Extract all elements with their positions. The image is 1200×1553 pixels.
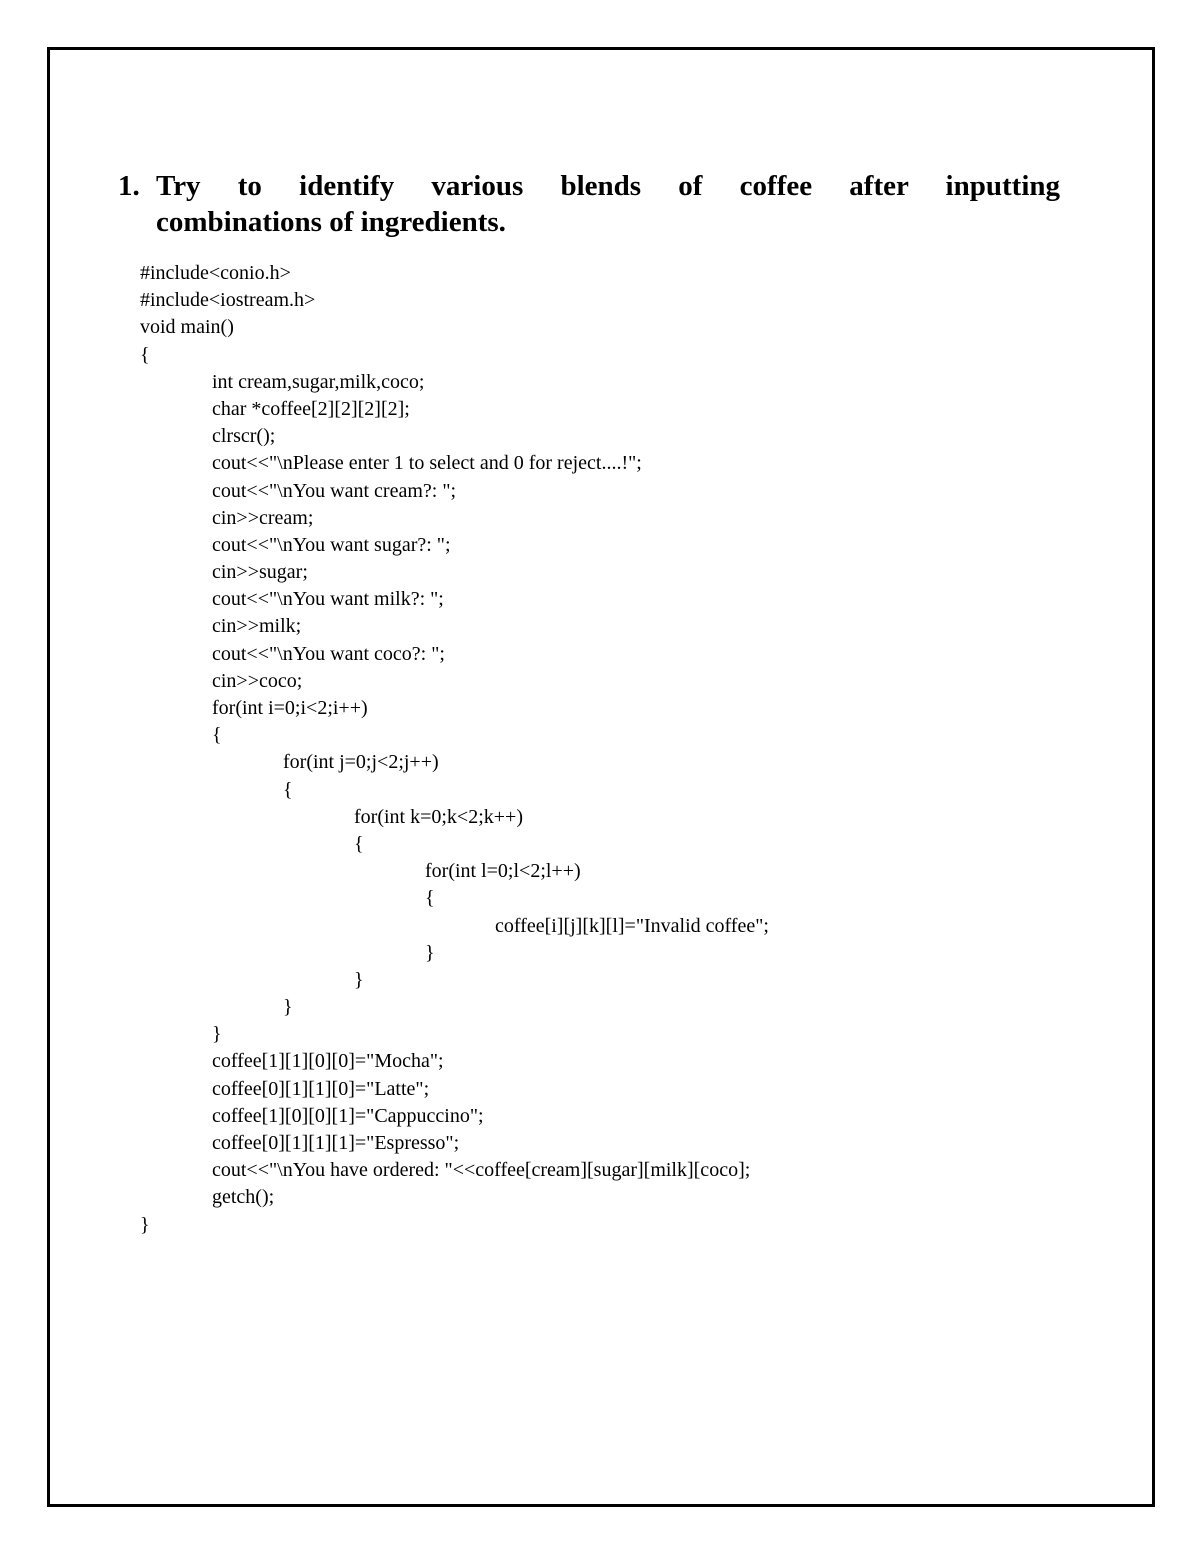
code-line: for(int j=0;j<2;j++) [283, 751, 439, 774]
code-line: for(int i=0;i<2;i++) [212, 697, 368, 719]
code-line: cout<<"\nYou want coco?: "; [212, 642, 445, 665]
code-line: cout<<"\nPlease enter 1 to select and 0 for reject....!"; [212, 452, 642, 475]
code-line: coffee[0][1][1][0]="Latte"; [212, 1077, 430, 1100]
code-line: coffee[1][1][0][0]="Mocha"; [212, 1050, 444, 1073]
code-line: } [283, 996, 293, 1019]
code-line: int cream,sugar,milk,coco; [212, 370, 425, 393]
question-heading [118, 168, 1060, 240]
code-line: clrscr(); [212, 425, 276, 448]
question-text [156, 168, 1060, 240]
code-line: } [354, 968, 364, 991]
code-line: for(int k=0;k<2;k++) [354, 805, 523, 828]
code-line: cin>>milk; [212, 615, 302, 638]
code-line: cin>>cream; [212, 506, 314, 529]
code-line: cout<<"\nYou want sugar?: "; [212, 533, 451, 556]
code-line: } [140, 1213, 150, 1236]
code-line: { [354, 832, 364, 855]
code-line: char *coffee[2][2][2][2]; [212, 397, 410, 420]
code-line: } [425, 941, 435, 964]
code-line: } [212, 1023, 222, 1046]
question-text-line-1: Try to identify various blends of coffee after inputting [156, 170, 1060, 202]
code-line: coffee[i][j][k][l]="Invalid coffee"; [495, 914, 769, 937]
code-line: for(int l=0;l<2;l++) [425, 860, 581, 883]
code-line: #include<iostream.h> [140, 289, 316, 312]
code-line: { [212, 724, 222, 747]
code-line: { [283, 778, 293, 801]
code-line: { [425, 887, 435, 910]
code-line: void main() [140, 316, 234, 339]
code-line: { [140, 343, 150, 366]
question-number: 1. [118, 170, 140, 202]
code-line: cin>>coco; [212, 669, 303, 692]
code-listing [140, 260, 769, 1239]
code-line: cout<<"\nYou have ordered: "<<coffee[cream][sugar][milk][coco]; [212, 1159, 751, 1182]
code-line: coffee[1][0][0][1]="Cappuccino"; [212, 1104, 484, 1127]
code-line: coffee[0][1][1][1]="Espresso"; [212, 1132, 460, 1154]
code-line: #include<conio.h> [140, 262, 291, 284]
code-line: cout<<"\nYou want milk?: "; [212, 588, 444, 611]
code-line: cout<<"\nYou want cream?: "; [212, 479, 457, 502]
question-text-line-2: combinations of ingredients. [156, 206, 506, 238]
code-line: getch(); [212, 1186, 275, 1209]
code-line: cin>>sugar; [212, 561, 308, 584]
